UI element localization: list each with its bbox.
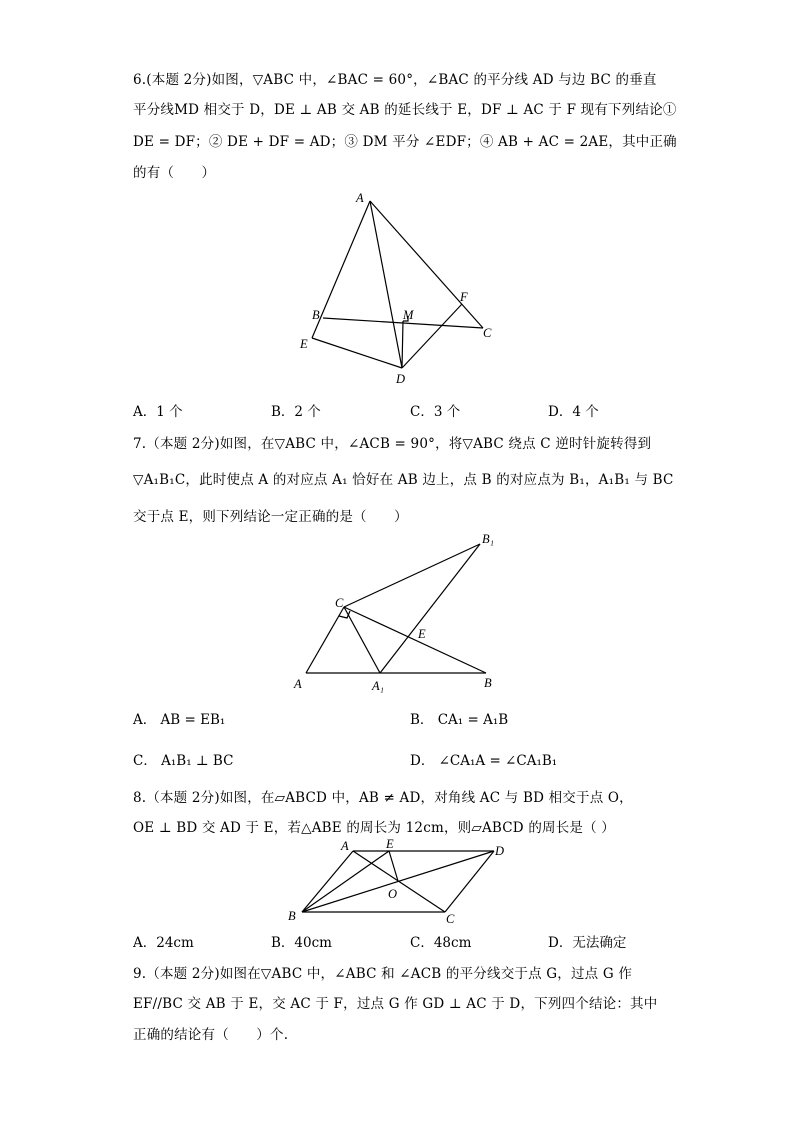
- q8-option-b[interactable]: B．40cm: [271, 935, 332, 951]
- q7-figure: [290, 528, 510, 698]
- q7-line-3: 交于点 E，则下列结论一定正确的是（ ）: [133, 509, 408, 525]
- q6-option-a[interactable]: A．1 个: [133, 404, 183, 420]
- q8-line-1: 8.（本题 2分)如图，在▱ABCD 中，AB ≠ AD，对角线 AC 与 BD 相交于点 O，: [133, 790, 633, 806]
- q8-option-d[interactable]: D．无法确定: [548, 935, 627, 951]
- q6-label-B: B: [312, 308, 320, 322]
- q7-line-1: 7.（本题 2分)如图，在▽ABC 中，∠ACB = 90°，将▽ABC 绕点 C 逆时针旋转得到: [133, 436, 652, 452]
- q7-label-E: E: [418, 627, 426, 641]
- q6-line-4: 的有（ ）: [133, 165, 216, 181]
- q6-option-d[interactable]: D．4 个: [548, 404, 599, 420]
- q6-line-3: DE = DF；② DE + DF = AD；③ DM 平分 ∠EDF；④ AB + AC = 2AE，其中正确: [133, 134, 677, 150]
- q9-line-1: 9.（本题 2分)如图在▽ABC 中，∠ABC 和 ∠ACB 的平分线交于点 G，过点 G 作: [133, 966, 633, 982]
- q6-line-1: 6.(本题 2分)如图，▽ABC 中，∠BAC = 60°，∠BAC 的平分线 AD 与边 BC 的垂直: [133, 72, 657, 88]
- q6-label-F: F: [460, 290, 468, 304]
- q7-option-d[interactable]: D． ∠CA₁A = ∠CA₁B₁: [410, 753, 558, 769]
- q9-line-3: 正确的结论有（ ）个.: [133, 1027, 289, 1043]
- q6-label-D: D: [396, 372, 406, 386]
- q6-line-2: 平分线MD 相交于 D，DE ⊥ AB 交 AB 的延长线于 E，DF ⊥ AC 于 F 现有下列结论①: [133, 102, 677, 118]
- q8-option-c[interactable]: C．48cm: [410, 935, 472, 951]
- q7-label-A: A: [294, 677, 302, 691]
- q8-label-B: B: [288, 909, 296, 923]
- q6-label-A: A: [356, 191, 364, 205]
- q6-label-M: M: [403, 308, 414, 322]
- q6-label-C: C: [483, 326, 492, 340]
- q9-line-2: EF//BC 交 AB 于 E，交 AC 于 F，过点 G 作 GD ⊥ AC 于 D，下列四个结论：其中: [133, 996, 658, 1012]
- q7-option-b[interactable]: B． CA₁ = A₁B: [410, 712, 509, 728]
- q8-label-C: C: [446, 912, 455, 926]
- q7-label-A1: A₁: [372, 679, 384, 693]
- q7-label-B: B: [484, 676, 492, 690]
- q8-label-O: O: [388, 887, 398, 901]
- q6-figure: [290, 188, 510, 388]
- q8-label-E: E: [386, 837, 394, 851]
- q7-option-c[interactable]: C． A₁B₁ ⊥ BC: [133, 753, 234, 769]
- q8-label-D: D: [495, 844, 505, 858]
- q6-option-c[interactable]: C．3 个: [410, 404, 461, 420]
- q6-label-E: E: [300, 337, 308, 351]
- q8-option-a[interactable]: A．24cm: [133, 935, 194, 951]
- q8-label-A: A: [341, 839, 349, 853]
- q8-line-2: OE ⊥ BD 交 AD 于 E，若△ABE 的周长为 12cm，则▱ABCD 的周长是（ ）: [133, 820, 616, 836]
- q7-label-C: C: [335, 596, 344, 610]
- q6-option-b[interactable]: B．2 个: [271, 404, 321, 420]
- q8-figure: [280, 836, 520, 928]
- q7-option-a[interactable]: A． AB = EB₁: [133, 712, 226, 728]
- q7-line-2: ▽A₁B₁C，此时使点 A 的对应点 A₁ 恰好在 AB 边上，点 B 的对应点为 B₁，A₁B₁ 与 BC: [133, 472, 674, 488]
- q7-label-B1: B₁: [482, 532, 494, 546]
